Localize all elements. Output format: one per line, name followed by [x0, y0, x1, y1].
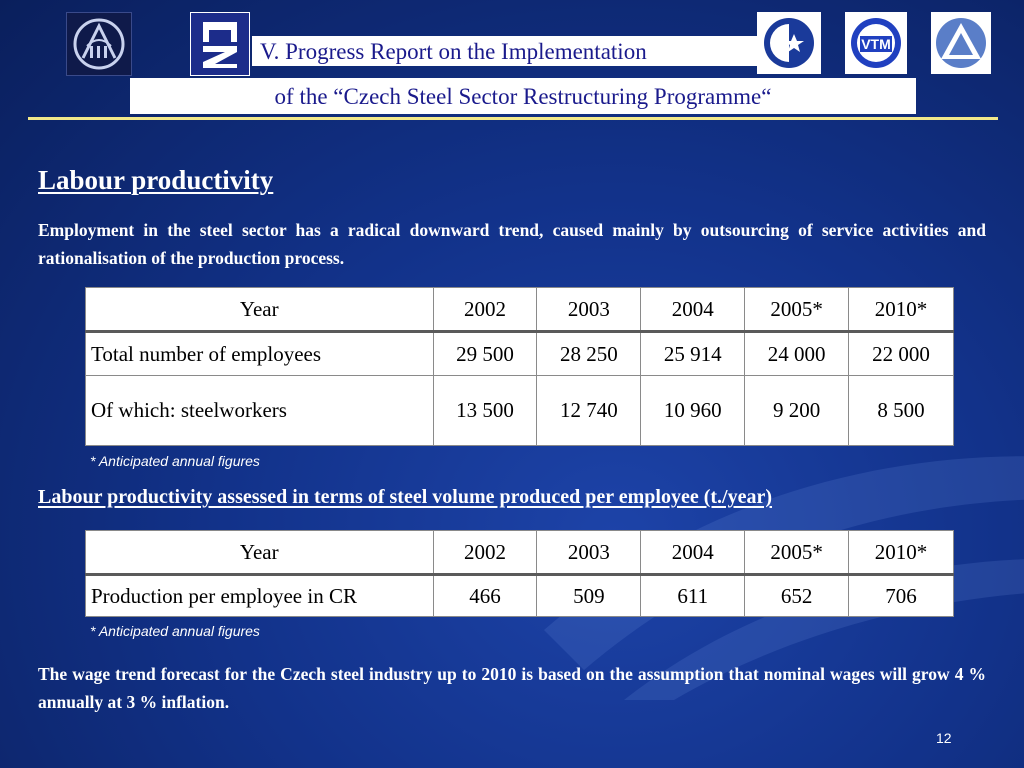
header-cell: 2002	[433, 531, 537, 575]
table-cell: 28 250	[537, 332, 641, 376]
subheading: Labour productivity assessed in terms of steel volume produced per employee (t./year)	[38, 486, 773, 508]
table-cell: 22 000	[849, 332, 954, 376]
table-cell: 8 500	[849, 376, 954, 446]
table-row	[86, 376, 954, 446]
header-cell: 2005*	[745, 288, 849, 332]
header-cell: Year	[86, 531, 434, 575]
arch-logo-icon	[66, 12, 132, 76]
header-cell: 2005*	[745, 531, 849, 575]
header-cell: 2002	[433, 288, 537, 332]
footnote: * Anticipated annual figures	[90, 453, 260, 469]
intro-paragraph: Employment in the steel sector has a radical downward trend, caused mainly by outsourcing of service activities and rationalisation of the production process.	[38, 220, 986, 268]
triangle-logo-icon	[931, 12, 991, 74]
footnote: * Anticipated annual figures	[90, 623, 260, 639]
title-line-2: of the “Czech Steel Sector Restructuring Programme“	[130, 78, 916, 114]
svg-text:VTM: VTM	[861, 36, 891, 52]
employment-table	[85, 287, 954, 446]
wage-paragraph: The wage trend forecast for the Czech steel industry up to 2010 is based on the assumption that nominal wages will grow 4 % annually at 3 % inflation.	[38, 664, 986, 712]
header-cell: 2004	[641, 288, 745, 332]
bird-logo-icon	[757, 12, 821, 74]
row-label: Production per employee in CR	[86, 575, 434, 617]
header-cell: 2010*	[849, 288, 954, 332]
table-row	[86, 575, 954, 617]
table-header-row	[86, 288, 954, 332]
page-number: 12	[936, 730, 952, 746]
vtm-logo-icon	[845, 12, 907, 74]
letters-logo-icon	[190, 12, 250, 76]
table-cell: 29 500	[433, 332, 537, 376]
table-cell: 10 960	[641, 376, 745, 446]
table-cell: 509	[537, 575, 641, 617]
table-header-row	[86, 531, 954, 575]
header-divider	[28, 117, 998, 120]
table-row	[86, 332, 954, 376]
table-cell: 466	[433, 575, 537, 617]
table-cell: 611	[641, 575, 745, 617]
row-label: Of which: steelworkers	[86, 376, 434, 446]
table-cell: 706	[849, 575, 954, 617]
table-cell: 13 500	[433, 376, 537, 446]
title-line-1: V. Progress Report on the Implementation	[252, 36, 760, 66]
section-heading: Labour productivity	[38, 165, 274, 195]
table-cell: 652	[745, 575, 849, 617]
table-cell: 12 740	[537, 376, 641, 446]
header-cell: 2004	[641, 531, 745, 575]
header-cell: Year	[86, 288, 434, 332]
table-cell: 9 200	[745, 376, 849, 446]
header-cell: 2003	[537, 531, 641, 575]
header-cell: 2010*	[849, 531, 954, 575]
row-label: Total number of employees	[86, 332, 434, 376]
table-cell: 25 914	[641, 332, 745, 376]
table-cell: 24 000	[745, 332, 849, 376]
header-cell: 2003	[537, 288, 641, 332]
productivity-table	[85, 530, 954, 617]
